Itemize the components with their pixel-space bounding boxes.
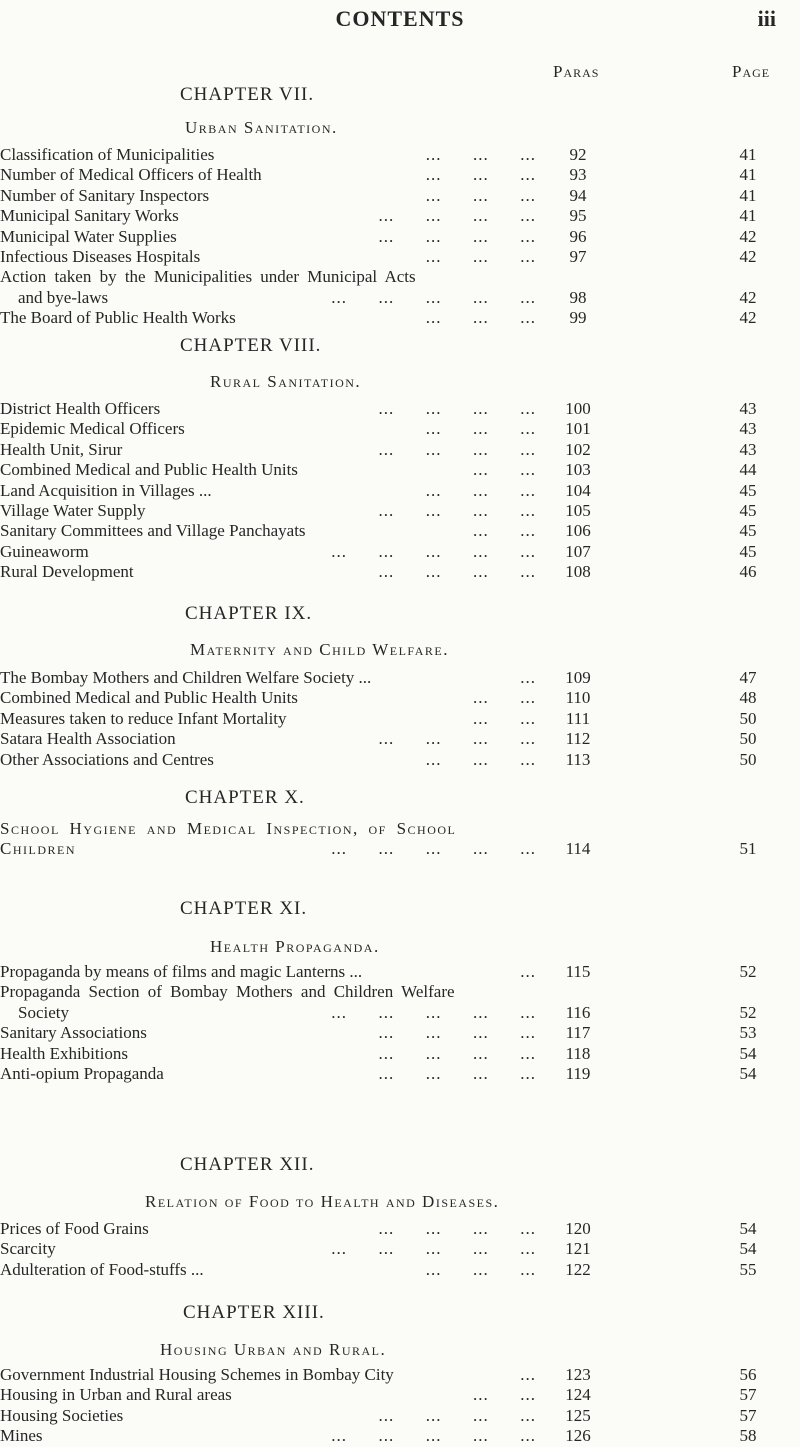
entry-label: Society [18, 1002, 69, 1022]
dot-leader: ... ... ... [425, 185, 536, 205]
dot-leader: ... ... ... ... [378, 729, 536, 749]
entry-para-number: 92 [569, 145, 587, 164]
toc-entry [0, 480, 800, 502]
chapter-subtitle: Maternity and Child Welfare. [190, 640, 449, 659]
toc-entry [0, 1002, 800, 1024]
entry-page-number: 42 [739, 247, 757, 266]
dot-leader: ... ... ... ... ... [331, 839, 536, 859]
entry-page-number: 54 [739, 1043, 757, 1063]
entry-label: School Hygiene and Medical Inspection, of School [0, 819, 457, 838]
chapter-subtitle: Urban Sanitation. [185, 118, 338, 137]
entry-page-number: 57 [739, 1385, 757, 1405]
dot-leader: ... [520, 962, 536, 981]
entry-page-number: 41 [739, 185, 757, 205]
toc-entry [0, 728, 800, 750]
entry-page-number: 57 [739, 1405, 757, 1425]
entry-para-number: 100 [565, 399, 591, 418]
entry-para-number: 101 [565, 419, 591, 439]
toc-entry [0, 246, 800, 268]
toc-entry [0, 398, 800, 420]
dot-leader: ... ... ... ... [378, 1064, 536, 1083]
dot-leader: ... ... ... ... [378, 1219, 536, 1238]
entry-para-number: 105 [565, 501, 591, 520]
dot-leader: ... ... ... [425, 308, 536, 328]
entry-para-number: 124 [565, 1385, 591, 1405]
entry-page-number: 58 [739, 1426, 757, 1446]
toc-entry [0, 307, 800, 329]
entry-para-number: 116 [565, 1002, 591, 1022]
dot-leader: ... [520, 668, 536, 687]
entry-label: Municipal Sanitary Works [0, 206, 179, 226]
toc-entry [0, 287, 800, 309]
entry-para-number: 122 [565, 1259, 591, 1279]
dot-leader: ... ... ... ... [378, 501, 536, 520]
toc-entry [0, 981, 800, 1003]
chapter-subtitle: Rural Sanitation. [210, 372, 362, 391]
dot-leader: ... ... ... ... [378, 439, 536, 459]
chapter-title: CHAPTER IX. [185, 603, 313, 624]
entry-label: and bye-laws [18, 287, 109, 307]
toc-entry [0, 1238, 800, 1260]
entry-para-number: 125 [565, 1405, 591, 1425]
entry-label: Government Industrial Housing Schemes in Bombay City [0, 1365, 394, 1384]
toc-entry [0, 667, 800, 689]
entry-para-number: 93 [569, 165, 587, 185]
dot-leader: ... ... ... ... ... [331, 1239, 536, 1259]
entry-label: Sanitary Committees and Village Panchayats [0, 521, 306, 541]
entry-page-number: 41 [739, 206, 757, 226]
chapter-title: CHAPTER VII. [180, 84, 315, 105]
chapter-title: CHAPTER XII. [180, 1154, 315, 1175]
toc-entry [0, 185, 800, 207]
dot-leader: ... ... ... [425, 145, 536, 164]
entry-page-number: 54 [739, 1064, 757, 1083]
toc-entry [0, 226, 800, 248]
toc-entry [0, 838, 800, 860]
entry-label: Epidemic Medical Officers [0, 419, 185, 439]
toc-entry [0, 459, 800, 481]
chapter-title: CHAPTER VIII. [180, 335, 322, 356]
entry-para-number: 114 [565, 839, 591, 859]
toc-entry [0, 500, 800, 522]
entry-para-number: 123 [565, 1365, 591, 1384]
entry-label: Action taken by the Municipalities under Municipal Acts [0, 267, 416, 287]
toc-entry [0, 687, 800, 709]
entry-para-number: 102 [565, 439, 591, 459]
entry-para-number: 108 [565, 562, 591, 582]
dot-leader: ... ... ... ... [378, 399, 536, 418]
toc-entry [0, 1218, 800, 1240]
entry-label: Number of Medical Officers of Health [0, 165, 262, 185]
entry-label: Prices of Food Grains [0, 1219, 149, 1238]
toc-entry [0, 541, 800, 563]
dot-leader: ... ... ... ... [378, 562, 536, 582]
entry-label: Municipal Water Supplies [0, 226, 177, 246]
entry-para-number: 126 [565, 1426, 591, 1446]
entry-para-number: 94 [569, 185, 587, 205]
toc-entry [0, 418, 800, 440]
toc-entry [0, 439, 800, 461]
entry-para-number: 96 [569, 226, 587, 246]
toc-entry [0, 961, 800, 983]
entry-para-number: 104 [565, 480, 591, 500]
toc-entry [0, 561, 800, 583]
entry-label: Housing in Urban and Rural areas [0, 1385, 232, 1405]
entry-label: Anti-opium Propaganda [0, 1064, 164, 1083]
entry-label: Satara Health Association [0, 729, 176, 749]
entry-para-number: 103 [565, 460, 591, 480]
entry-label: Guineaworm [0, 541, 89, 561]
entry-page-number: 54 [739, 1219, 757, 1238]
paras-column-heading: Paras [553, 62, 600, 81]
entry-para-number: 121 [565, 1239, 591, 1259]
dot-leader: ... ... ... ... [378, 206, 536, 226]
entry-para-number: 118 [565, 1043, 591, 1063]
entry-page-number: 50 [739, 749, 757, 769]
toc-entry [0, 520, 800, 542]
entry-label: Combined Medical and Public Health Units [0, 460, 298, 480]
page-column-heading: Page [732, 62, 771, 81]
entry-label: District Health Officers [0, 399, 161, 418]
entry-page-number: 45 [739, 501, 757, 520]
entry-label: Classification of Municipalities [0, 145, 215, 164]
entry-label: Sanitary Associations [0, 1023, 147, 1043]
entry-label: Health Unit, Sirur [0, 439, 123, 459]
entry-para-number: 120 [565, 1219, 591, 1238]
entry-para-number: 95 [569, 206, 587, 226]
entry-page-number: 52 [739, 1002, 757, 1022]
dot-leader: ... ... ... [425, 1259, 536, 1279]
entry-para-number: 112 [565, 729, 591, 749]
entry-label: Number of Sanitary Inspectors [0, 185, 210, 205]
dot-leader: ... ... ... [425, 419, 536, 439]
toc-entry [0, 1259, 800, 1281]
toc-entry [0, 749, 800, 771]
toc-entry [0, 1405, 800, 1427]
dot-leader: ... ... ... ... [378, 1043, 536, 1063]
dot-leader: ... ... ... ... ... [331, 287, 536, 307]
entry-page-number: 45 [739, 541, 757, 561]
entry-label: Children [0, 839, 76, 859]
dot-leader: ... ... ... ... ... [331, 1002, 536, 1022]
entry-page-number: 41 [739, 145, 757, 164]
entry-page-number: 53 [739, 1023, 757, 1043]
entry-para-number: 113 [565, 749, 591, 769]
chapter-subtitle: Health Propaganda. [210, 937, 380, 956]
dot-leader: ... ... ... ... [378, 1405, 536, 1425]
entry-page-number: 48 [739, 688, 757, 708]
entry-page-number: 51 [739, 839, 757, 859]
dot-leader: ... ... ... ... [378, 226, 536, 246]
entry-label: Health Exhibitions [0, 1043, 128, 1063]
toc-entry [0, 144, 800, 166]
entry-page-number: 45 [739, 480, 757, 500]
entry-page-number: 50 [739, 729, 757, 749]
entry-para-number: 109 [565, 668, 591, 687]
dot-leader: ... ... [473, 521, 536, 541]
entry-para-number: 115 [565, 962, 591, 981]
dot-leader: ... ... ... [425, 480, 536, 500]
toc-entry [0, 1063, 800, 1085]
entry-label: Infectious Diseases Hospitals [0, 247, 201, 266]
dot-leader: ... ... ... [425, 165, 536, 185]
running-title: CONTENTS [335, 6, 465, 31]
entry-label: Adulteration of Food-stuffs ... [0, 1259, 204, 1279]
toc-entry [0, 266, 800, 288]
toc-entry [0, 1384, 800, 1406]
entry-para-number: 107 [565, 541, 591, 561]
entry-page-number: 55 [739, 1259, 757, 1279]
chapter-title: CHAPTER XI. [180, 898, 308, 919]
entry-page-number: 46 [739, 562, 757, 582]
entry-page-number: 42 [739, 308, 757, 328]
dot-leader: ... ... [473, 460, 536, 480]
entry-label: Rural Development [0, 562, 134, 582]
entry-label: The Board of Public Health Works [0, 308, 236, 328]
toc-entry [0, 164, 800, 186]
dot-leader: ... ... ... ... ... [331, 541, 536, 561]
toc-entry [0, 1022, 800, 1044]
entry-label: The Bombay Mothers and Children Welfare Society ... [0, 668, 372, 687]
entry-page-number: 52 [739, 962, 757, 981]
toc-entry [0, 1425, 800, 1447]
dot-leader: ... ... ... ... [378, 1023, 536, 1043]
toc-entry [0, 1364, 800, 1386]
entry-label: Scarcity [0, 1239, 56, 1259]
entry-para-number: 97 [569, 247, 587, 266]
entry-page-number: 42 [739, 287, 757, 307]
entry-label: Propaganda by means of films and magic Lanterns ... [0, 962, 363, 981]
chapter-subtitle: Relation of Food to Health and Diseases. [145, 1192, 500, 1211]
entry-page-number: 47 [739, 668, 757, 687]
page-folio: iii [757, 6, 776, 31]
entry-page-number: 50 [739, 708, 757, 728]
entry-para-number: 110 [565, 688, 591, 708]
entry-para-number: 106 [565, 521, 591, 541]
entry-page-number: 56 [739, 1365, 757, 1384]
entry-page-number: 41 [739, 165, 757, 185]
chapter-title: CHAPTER X. [185, 787, 305, 808]
toc-entry [0, 205, 800, 227]
dot-leader: ... ... ... [425, 749, 536, 769]
entry-para-number: 119 [565, 1064, 591, 1083]
entry-label: Land Acquisition in Villages ... [0, 480, 212, 500]
dot-leader: ... ... [473, 708, 536, 728]
entry-label: Housing Societies [0, 1405, 124, 1425]
toc-entry [0, 708, 800, 730]
entry-para-number: 117 [565, 1023, 591, 1043]
entry-para-number: 98 [569, 287, 587, 307]
dot-leader: ... ... [473, 688, 536, 708]
entry-label: Village Water Supply [0, 501, 146, 520]
dot-leader: ... ... [473, 1385, 536, 1405]
toc-entry [0, 818, 800, 840]
toc-entry [0, 1043, 800, 1065]
entry-label: Measures taken to reduce Infant Mortality [0, 708, 287, 728]
entry-para-number: 111 [565, 708, 591, 728]
chapter-subtitle: Housing Urban and Rural. [160, 1340, 387, 1359]
entry-page-number: 43 [739, 419, 757, 439]
entry-label: Combined Medical and Public Health Units [0, 688, 298, 708]
entry-page-number: 44 [739, 460, 757, 480]
entry-page-number: 54 [739, 1239, 757, 1259]
dot-leader: ... ... ... [425, 247, 536, 266]
entry-para-number: 99 [569, 308, 587, 328]
entry-label: Mines [0, 1426, 43, 1446]
chapter-title: CHAPTER XIII. [183, 1302, 325, 1323]
entry-page-number: 45 [739, 521, 757, 541]
dot-leader: ... [520, 1365, 536, 1384]
entry-page-number: 43 [739, 399, 757, 418]
entry-page-number: 43 [739, 439, 757, 459]
entry-label: Other Associations and Centres [0, 749, 214, 769]
entry-label: Propaganda Section of Bombay Mothers and Children Welfare [0, 982, 455, 1002]
dot-leader: ... ... ... ... ... [331, 1426, 536, 1446]
entry-page-number: 42 [739, 226, 757, 246]
